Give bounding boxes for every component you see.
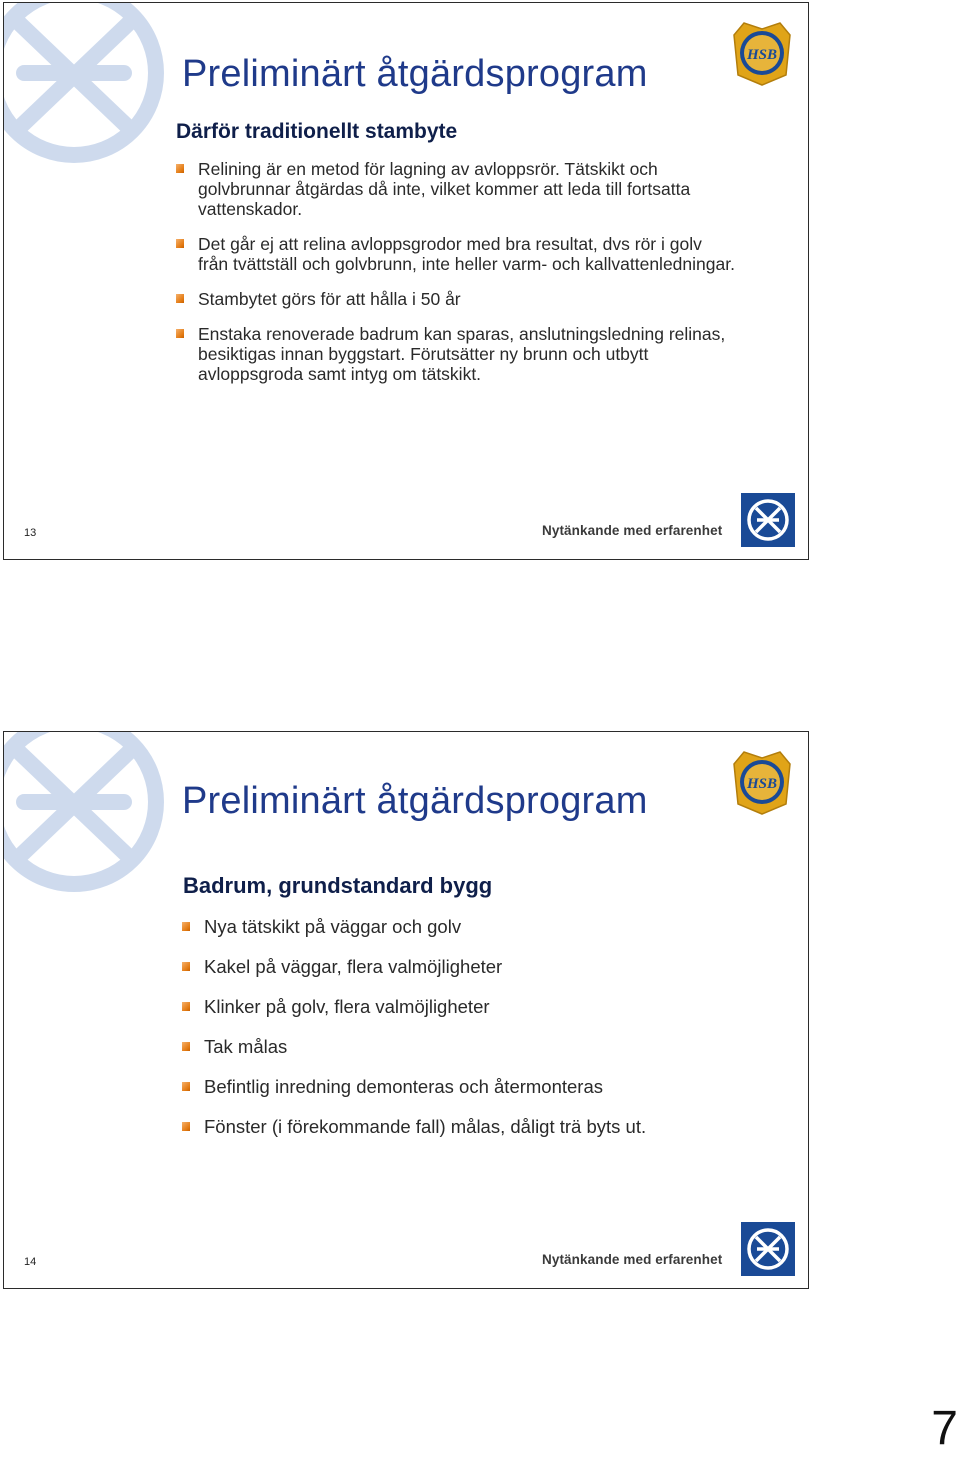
square-bullet-icon: [176, 294, 184, 303]
list-item: [182, 1076, 782, 1098]
bullet-list: [182, 916, 782, 1156]
slide-number: 14: [24, 1256, 37, 1268]
hsb-logo-icon: [726, 746, 798, 818]
square-bullet-icon: [182, 962, 190, 971]
tagline: Nytänkande med erfarenhet: [542, 1252, 723, 1267]
slide-title: Preliminärt åtgärdsprogram: [182, 780, 648, 822]
svg-text:HSB: HSB: [746, 776, 778, 792]
square-bullet-icon: [182, 1122, 190, 1131]
list-item: [182, 956, 782, 978]
bullet-text: Relining är en metod för lagning av avloppsrör. Tätskikt och golvbrunnar åtgärdas då inte, vilket kommer att leda till fortsatta vattenskador.: [198, 159, 691, 219]
square-bullet-icon: [182, 1082, 190, 1091]
tagline: Nytänkande med erfarenhet: [542, 523, 723, 538]
af-watermark-icon: [3, 2, 204, 203]
list-item: [182, 996, 782, 1018]
square-bullet-icon: [176, 329, 184, 338]
bullet-text: Befintlig inredning demonteras och återmonteras: [204, 1076, 604, 1097]
square-bullet-icon: [182, 1002, 190, 1011]
slide-14: [3, 731, 809, 1289]
list-item: [176, 234, 736, 274]
bullet-text: Fönster (i förekommande fall) målas, dåligt trä byts ut.: [204, 1116, 647, 1137]
list-item: [176, 159, 736, 219]
bullet-text: Stambytet görs för att hålla i 50 år: [198, 289, 461, 309]
list-item: [182, 1116, 782, 1138]
slide-13: [3, 2, 809, 560]
slide-subtitle: Därför traditionellt stambyte: [176, 120, 458, 143]
bullet-text: Det går ej att relina avloppsgrodor med bra resultat, dvs rör i golv från tvättställ och golvbrunn, inte heller varm- och kallvattenledningar.: [198, 234, 735, 274]
square-bullet-icon: [182, 922, 190, 931]
square-bullet-icon: [182, 1042, 190, 1051]
bullet-text: Klinker på golv, flera valmöjligheter: [204, 996, 490, 1017]
af-watermark-icon: [3, 731, 204, 932]
bullet-list: [176, 159, 736, 399]
af-logo-icon: [741, 1222, 795, 1276]
list-item: [182, 1036, 782, 1058]
slide-title: Preliminärt åtgärdsprogram: [182, 53, 648, 95]
square-bullet-icon: [176, 239, 184, 248]
slide-number: 13: [24, 527, 37, 539]
bullet-text: Tak målas: [204, 1036, 288, 1057]
slide-subtitle: Badrum, grundstandard bygg: [183, 873, 493, 898]
list-item: [176, 289, 736, 309]
af-logo-icon: [741, 493, 795, 547]
square-bullet-icon: [176, 164, 184, 173]
list-item: [176, 324, 736, 384]
hsb-logo-icon: [726, 17, 798, 89]
bullet-text: Enstaka renoverade badrum kan sparas, anslutningsledning relinas, besiktigas innan byggstart. Förutsätter ny brunn och utbytt avloppsgroda samt intyg om tätskikt.: [198, 324, 726, 384]
svg-text:HSB: HSB: [746, 47, 778, 63]
list-item: [182, 916, 782, 938]
page-number: 7: [931, 1402, 958, 1455]
bullet-text: Kakel på väggar, flera valmöjligheter: [204, 956, 503, 977]
bullet-text: Nya tätskikt på väggar och golv: [204, 916, 462, 937]
